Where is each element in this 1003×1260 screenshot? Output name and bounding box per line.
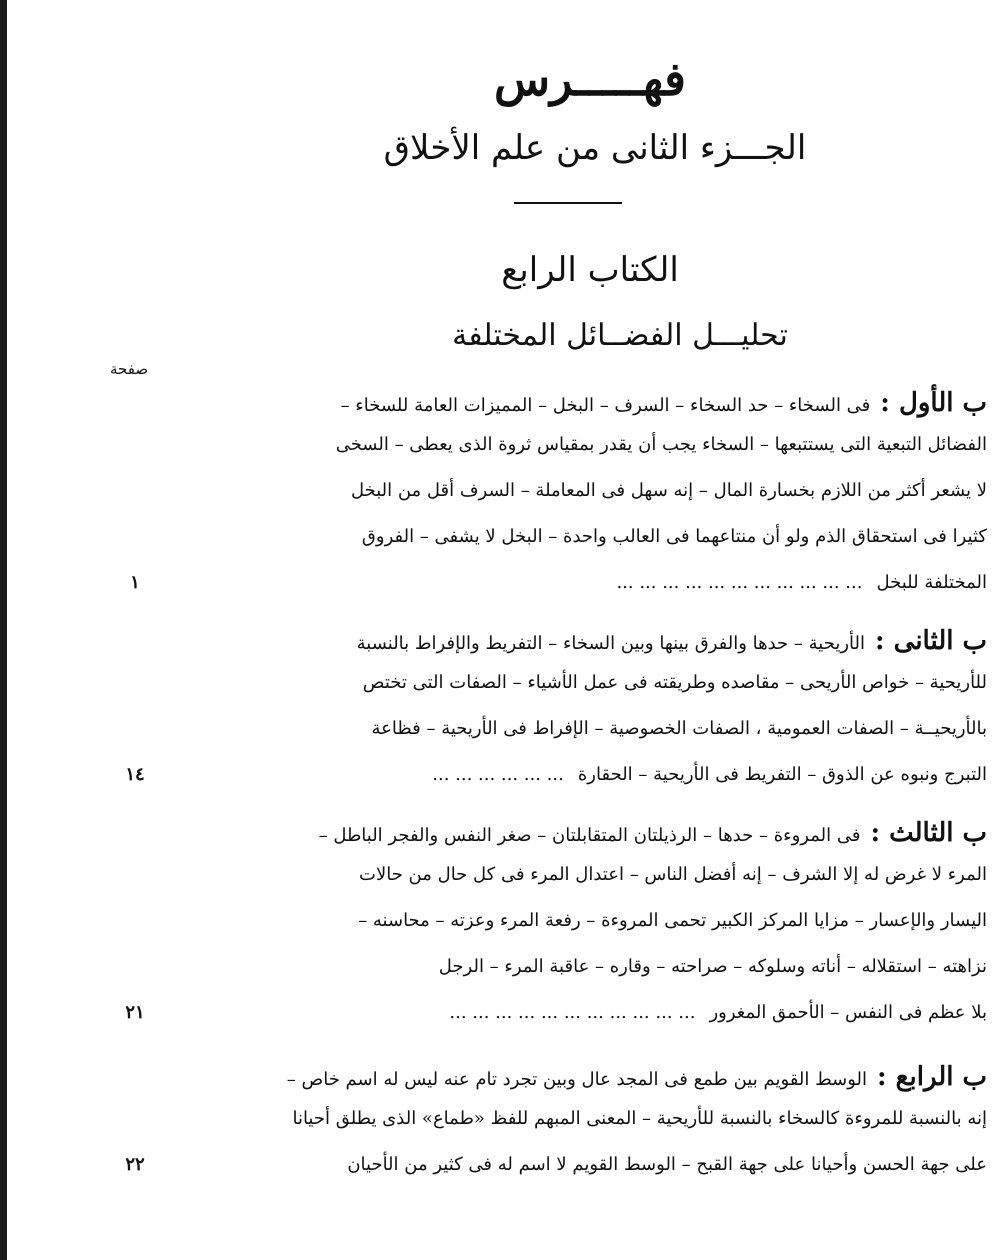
chapter-3-label: ب الثالث : <box>870 818 987 848</box>
page-title: فهـــــرس <box>493 52 687 106</box>
chapter-2-line-4 <box>432 764 987 785</box>
chapter-4-line-3: على جهة الحسن وأحيانا على جهة القبح – الوسط القويم لا اسم له فى كثير من الأحيان <box>347 1154 987 1175</box>
chapter-3-leader-dots: ... ... ... ... ... ... ... ... ... ... ... <box>449 1002 696 1023</box>
page-column-label: صفحة <box>110 360 149 378</box>
chapter-1-line-4: كثيرا فى استحقاق الذم ولو أن منتاعهما فى العالب واحدة – البخل لا يشفى – الفروق <box>361 526 987 547</box>
chapter-3-text-5: بلا عظم فى النفس – الأحمق المغرور <box>709 1002 987 1023</box>
book-heading: الكتاب الرابع <box>501 250 679 290</box>
chapter-3-text-1: فى المروءة – حدها – الرذيلتان المتقابلتان – صغر النفس والفجر الباطل – <box>318 825 861 846</box>
chapter-4-text-1: الوسط القويم بين طمع فى المجد عال وبين تجرد تام عنه ليس له اسم خاص – <box>286 1069 868 1090</box>
chapter-3-line-1 <box>319 818 987 848</box>
chapter-1-page-number: ١ <box>130 572 140 593</box>
chapter-1-line-3: لا يشعر أكثر من اللازم بخسارة المال – إنه سهل فى المعاملة – السرف أقل من البخل <box>350 480 987 501</box>
chapter-1-line-2: الفضائل التبعية التى يستتبعها – السخاء يجب أن يقدر بمقياس ثروة الذى يعطى – السخى <box>335 434 987 455</box>
chapter-2-text-1: الأريحية – حدها والفرق بينها وبين السخاء – التفريط والإفراط بالنسبة <box>356 633 865 654</box>
chapter-2-page-number: ١٤ <box>125 764 145 785</box>
chapter-4-line-1 <box>287 1062 987 1092</box>
chapter-3-line-2: المرء لا غرض له إلا الشرف – إنه أفضل الناس – اعتدال المرء فى كل حال من حالات <box>359 864 987 885</box>
chapter-3-line-3: اليسار والإعسار – مزايا المركز الكبير تحمى المروءة – رفعة المرء وعزته – محاسنه – <box>358 910 987 931</box>
chapter-3-line-5 <box>449 1002 987 1023</box>
topic-heading: تحليـــل الفضــائل المختلفة <box>452 318 788 353</box>
chapter-1-text-1: فى السخاء – حد السخاء – السرف – البخل – المميزات العامة للسخاء – <box>340 395 871 416</box>
chapter-4-line-2: إنه بالنسبة للمروءة كالسخاء بالنسبة للأريحية – المعنى المبهم للفظ «طماع» الذى يطلق أحيانا <box>292 1108 987 1129</box>
chapter-2-leader-dots: ... ... ... ... ... ... <box>432 764 564 785</box>
title-divider <box>514 202 622 204</box>
chapter-2-line-2: للأريحية – خواص الأريحى – مقاصده وطريقته فى عمل الأشياء – الصفات التى تختص <box>362 672 987 693</box>
chapter-2-line-1 <box>357 626 987 656</box>
chapter-3-line-4: نزاهته – استقلاله – أناته وسلوكه – صراحته – وقاره – عاقبة المرء – الرجل <box>438 956 987 977</box>
chapter-2-text-4: التبرج ونبوه عن الذوق – التفريط فى الأريحية – الحقارة <box>577 764 987 785</box>
chapter-4-page-number: ٢٢ <box>125 1154 145 1175</box>
chapter-1-label: ب الأول : <box>880 388 987 418</box>
chapter-1-leader-dots: ... ... ... ... ... ... ... ... ... ... ... <box>616 572 863 593</box>
chapter-4-label: ب الرابع : <box>877 1062 987 1092</box>
chapter-1-text-5: المختلفة للبخل <box>876 572 987 593</box>
chapter-1-line-1 <box>341 388 987 418</box>
chapter-2-line-3: بالأريحيــة – الصفات العمومية ، الصفات الخصوصية – الإفراط فى الأريحية – فظاعة <box>371 718 987 739</box>
chapter-1-line-5 <box>616 572 987 593</box>
chapter-3-page-number: ٢١ <box>125 1002 145 1023</box>
chapter-2-label: ب الثانى : <box>875 626 987 656</box>
volume-subtitle: الجـــزء الثانى من علم الأخلاق <box>383 128 807 168</box>
